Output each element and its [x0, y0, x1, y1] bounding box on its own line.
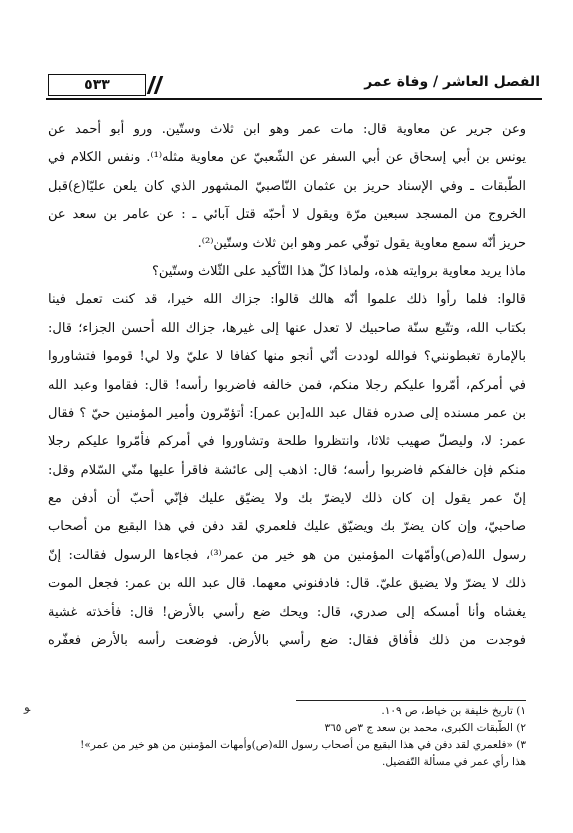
text-line: حريز أنّه سمع معاوية يقول توفّي عمر وهو ابن ثلاث وستّين⁽²⁾.: [197, 235, 526, 251]
text-line: الطّبقات ـ وفي الإسناد حريز بن عثمان النّاصبيّ المشهور الذي كان يلعن عليّا(ع)قبل: [48, 178, 526, 194]
main-text: [48, 116, 526, 655]
text-line: يغشاه وأنا أمسكه إلى صدري، قال: ويحك ضع رأسي بالأرض! قال: فأخذته غشية: [48, 604, 526, 620]
running-header: [46, 72, 542, 98]
footnote-separator: [296, 700, 526, 701]
text-line: الخروج من المسجد سبعين مرّة ويقول لا أحبّه قتل آبائي ـ : عن عامر بن سعد عن: [48, 207, 526, 223]
text-line: فوجدت من ذلك فأفاق فقال: ضع رأسي بالأرض. فوضعت رأسه بالأرض فعفّره: [48, 633, 526, 649]
text-line: يونس بن أبي إسحاق عن أبي السفر عن الشّعبيّ عن معاوية مثله⁽¹⁾. ونفس الكلام في: [48, 150, 526, 166]
chapter-title: الفصل العاشر / وفاة عمر: [364, 74, 540, 90]
text-line: بن عمر مسنده إلى صدره فقال عبد الله[بن عمر]: أتؤمّرون وأمير المؤمنين حيّ ؟ فقال: [48, 405, 526, 421]
footnote: ١) تاريخ خليفة بن خياط، ص ١٠٩.: [381, 705, 526, 717]
header-ornament: [147, 76, 173, 94]
margin-mark: ﻮ: [24, 700, 31, 714]
text-line: وعن جرير عن معاوية قال: مات عمر وهو ابن ثلاث وستّين. ورو أبو أحمد عن: [48, 122, 526, 137]
text-line: إنّ عمر يقول إن كان ذلك لايضرّ بك ولا يضيّق عليك فإنّي أحبّ أن أدفن مع: [48, 491, 526, 507]
text-line: قالوا: فلما رأوا ذلك علموا أنّه هالك قالوا: جزاك الله خيرا، قد كنت تعمل فينا: [48, 292, 526, 308]
text-line: ذلك لا يضرّ ولا يضيق عليّ. قال: فادفنوني معهما. قال عبد الله بن عمر: فجعل الموت: [48, 576, 526, 592]
text-line: صاحبيّ، وإن كان يضرّ بك ويضيّق عليك فلعمري لقد دفن في هذا البقيع من أصحاب: [48, 519, 526, 535]
text-line: بكتاب الله، وتتّبع سنّة صاحبيك لا تعدل عنها إلى غيرها، جزاك الله أحسن الجزاء؛ قال:: [48, 320, 526, 336]
footnote: ٣) «فلعمري لقد دفن في هذا البقيع من أصحاب رسول الله(ص)وأمهات المؤمنين من هو خير من عمر»!: [80, 739, 526, 751]
footnote: هذا رأي عمر في مسألة التّفضيل.: [382, 756, 526, 768]
text-line: منكم فإن خالفكم فاضربوا رأسه؛ قال: اذهب إلى عائشة فاقرأ عليها منّي السّلام وقل:: [48, 462, 526, 478]
text-line: عمر: لا، وليصلّ صهيب ثلاثا، وانتظروا طلحة وتشاوروا في أمركم فأمّروا عليكم رجلا: [48, 434, 526, 450]
footnotes: [60, 703, 526, 771]
header-rule: [46, 98, 542, 100]
text-line: في أمركم، أمّروا عليكم رجلا منكم، فمن خالفه فاضربوا رأسه! قال: فقاموا وعبد الله: [48, 377, 526, 393]
text-line: بالإمارة تغبطونني؟ فوالله لوددت أنّي أنجو منها كفافا لا عليّ ولا لي! قوموا فتشاوروا: [48, 349, 526, 365]
footnote: ٢) الطّبقات الكبرى، محمد بن سعد ج ٣ص ٣٦٥: [324, 722, 526, 734]
text-line: ماذا يريد معاوية بروايته هذه، ولماذا كلّ هذا التّأكيد على الثّلاث وستّين؟: [152, 263, 526, 279]
page-number: ٥٣٣: [48, 74, 146, 96]
text-line: رسول الله(ص)وأمّهات المؤمنين من هو خير من عمر⁽³⁾، فجاءها الرسول فقالت: إنّ: [48, 547, 526, 563]
